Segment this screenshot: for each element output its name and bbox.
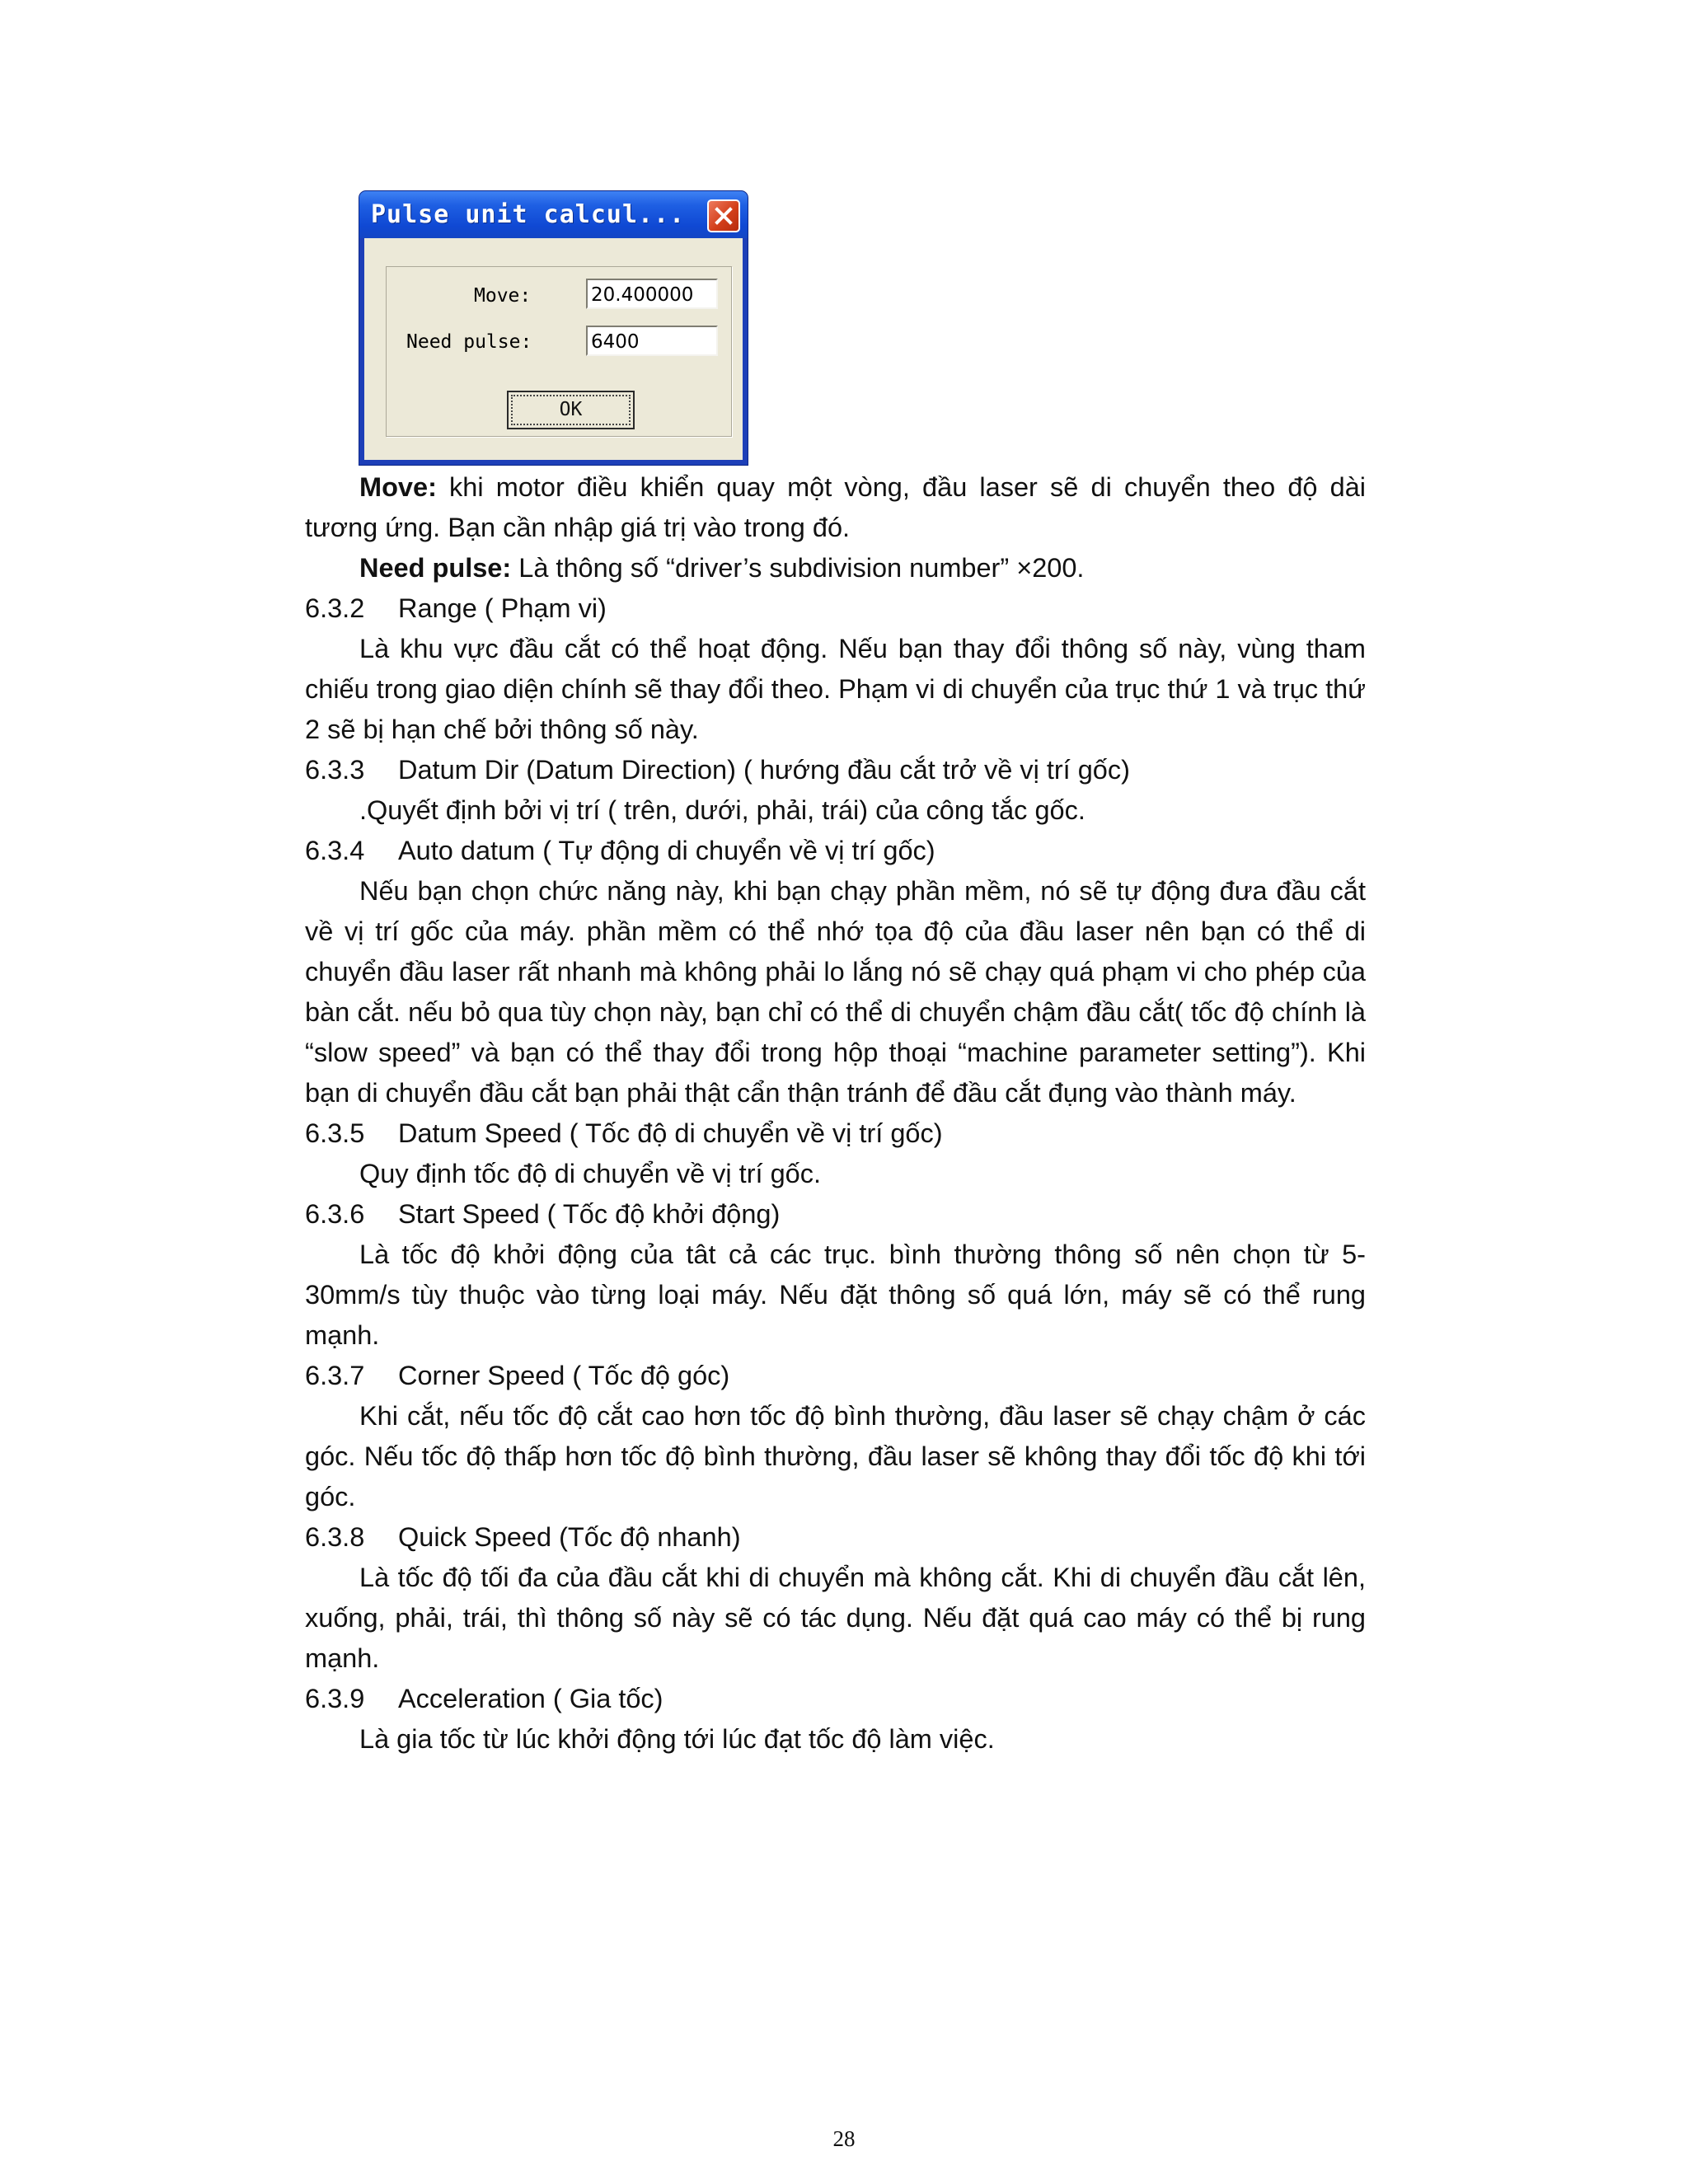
section-number: 6.3.6	[305, 1199, 365, 1229]
section-number: 6.3.3	[305, 755, 365, 785]
section-body: Là tốc độ khởi động của tât cả các trục. bình thường thông số nên chọn từ 5-30mm/s tùy thuộc vào từng loại máy. Nếu đặt thông số quá lớn, máy sẽ có thể rung mạnh.	[305, 1240, 1366, 1350]
section-title: Start Speed ( Tốc độ khởi động)	[398, 1199, 781, 1229]
section-heading	[305, 1517, 1366, 1558]
section-body: Là gia tốc từ lúc khởi động tới lúc đạt tốc độ làm việc.	[359, 1724, 995, 1754]
manual-text	[305, 467, 1366, 1760]
section-heading	[305, 750, 1366, 790]
section-title: Auto datum ( Tự động di chuyển về vị trí gốc)	[398, 836, 935, 865]
section-heading	[305, 588, 1366, 629]
move-text: khi motor điều khiển quay một vòng, đầu laser sẽ di chuyển theo độ dài tương ứng. Bạn cần nhập giá trị vào trong đó.	[305, 472, 1366, 542]
ok-button-label: OK	[511, 395, 631, 425]
section-title: Range ( Phạm vi)	[398, 593, 607, 623]
section-title: Quick Speed (Tốc độ nhanh)	[398, 1522, 741, 1552]
section-body: Là tốc độ tối đa của đầu cắt khi di chuyển mà không cắt. Khi di chuyển đầu cắt lên, xuống, phải, trái, thì thông số này sẽ có tác dụng. Nếu đặt quá cao máy có thể bị rung mạnh.	[305, 1563, 1366, 1673]
section-number: 6.3.8	[305, 1522, 365, 1552]
section-number: 6.3.4	[305, 836, 365, 865]
section-number: 6.3.2	[305, 593, 365, 623]
section-title: Datum Dir (Datum Direction) ( hướng đầu cắt trở về vị trí gốc)	[398, 755, 1130, 785]
need-pulse-term: Need pulse:	[359, 553, 512, 583]
dialog-client-area	[364, 238, 743, 460]
pulse-unit-dialog	[359, 190, 748, 466]
move-description	[305, 467, 1366, 548]
close-button[interactable]	[707, 199, 740, 232]
page-number: 28	[832, 2126, 856, 2151]
section-body: Là khu vực đầu cắt có thể hoạt động. Nếu bạn thay đổi thông số này, vùng tham chiếu trong giao diện chính sẽ thay đổi theo. Phạm vi di chuyển của trục thứ 1 và trục thứ 2 sẽ bị hạn chế bởi thông số này.	[305, 634, 1366, 744]
move-input[interactable]	[586, 279, 718, 309]
dialog-titlebar[interactable]	[359, 191, 748, 238]
section-title: Datum Speed ( Tốc độ di chuyển về vị trí gốc)	[398, 1118, 943, 1148]
need-pulse-description	[305, 548, 1366, 588]
section-body: Nếu bạn chọn chức năng này, khi bạn chạy phần mềm, nó sẽ tự động đưa đầu cắt về vị trí gốc của máy. phần mềm có thể nhớ tọa độ của đầu laser nên bạn có thể di chuyển đầu laser rất nhanh mà không phải lo lắng nó sẽ chạy quá phạm vi cho phép của bàn cắt. nếu bỏ qua tùy chọn này, bạn chỉ có thể di chuyển chậm đầu cắt( tốc độ chính là “slow speed” và bạn có thể thay đổi trong hộp thoại “machine parameter setting”). Khi bạn di chuyển đầu cắt bạn phải thật cẩn thận tránh để đầu cắt đụng vào thành máy.	[305, 876, 1366, 1108]
section-heading	[305, 831, 1366, 871]
section-body: Quy định tốc độ di chuyển về vị trí gốc.	[359, 1159, 822, 1188]
pulse-settings-group	[386, 266, 732, 437]
need-pulse-label: Need pulse:	[406, 331, 532, 353]
close-icon	[715, 207, 733, 225]
ok-button[interactable]	[507, 391, 635, 429]
section-title: Acceleration ( Gia tốc)	[398, 1684, 663, 1713]
section-number: 6.3.9	[305, 1684, 365, 1713]
move-term: Move:	[359, 472, 437, 502]
section-heading	[305, 1113, 1366, 1154]
section-heading	[305, 1679, 1366, 1719]
need-pulse-input[interactable]	[586, 326, 718, 356]
move-label: Move:	[474, 285, 532, 307]
need-pulse-text: Là thông số “driver’s subdivision number” ×200.	[511, 553, 1085, 583]
section-title: Corner Speed ( Tốc độ góc)	[398, 1361, 730, 1390]
section-body: Khi cắt, nếu tốc độ cắt cao hơn tốc độ bình thường, đầu laser sẽ chạy chậm ở các góc. Nếu tốc độ thấp hơn tốc độ bình thường, đầu laser sẽ không thay đổi tốc độ khi tới góc.	[305, 1401, 1366, 1511]
dialog-title: Pulse unit calcul...	[371, 200, 686, 229]
section-number: 6.3.5	[305, 1118, 365, 1148]
section-body: .Quyết định bởi vị trí ( trên, dưới, phải, trái) của công tắc gốc.	[359, 795, 1085, 825]
section-number: 6.3.7	[305, 1361, 365, 1390]
section-heading	[305, 1356, 1366, 1396]
section-heading	[305, 1194, 1366, 1235]
